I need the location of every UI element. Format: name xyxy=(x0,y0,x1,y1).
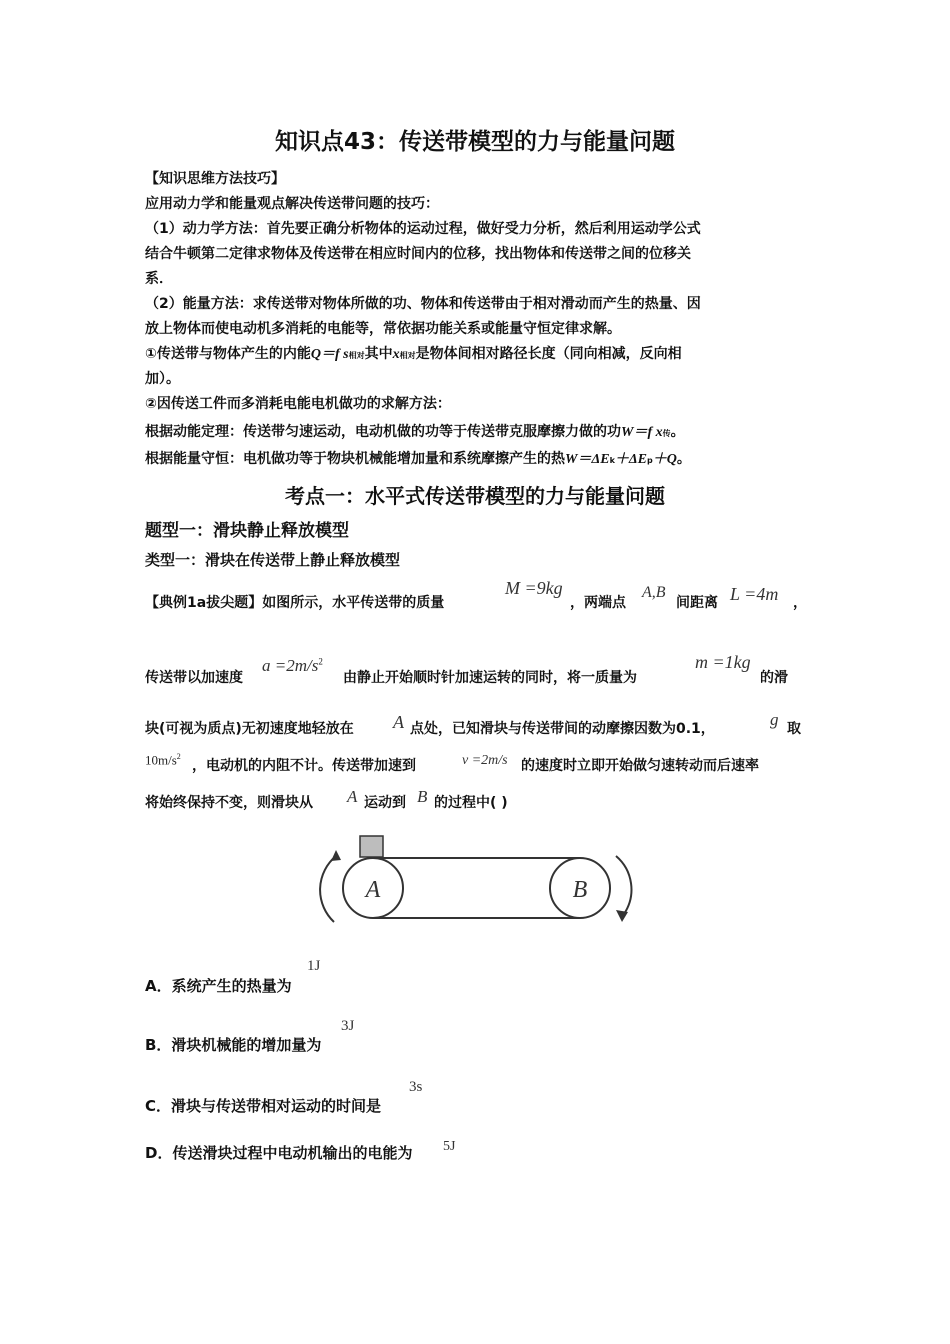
text-span: 。 xyxy=(670,424,685,440)
text-span: 根据动能定理：传送带匀速运动，电动机做的功等于传送带克服摩擦力做的功 xyxy=(145,424,621,440)
text-span: ，电动机的内阻不计。传送带加速到 xyxy=(192,758,416,774)
formula: W＝f x xyxy=(621,425,663,440)
formula: Q＝f s xyxy=(310,347,349,362)
formula: W＝ΔE xyxy=(565,452,610,467)
text-span: ，两端点 xyxy=(570,595,626,611)
text-line: 系． xyxy=(145,271,173,287)
text-span: 的滑 xyxy=(760,670,788,686)
example-tag: 【典例1a拔尖题】 xyxy=(145,595,263,611)
subscript: 相对 xyxy=(348,351,365,360)
text-span: 其中 xyxy=(364,346,393,362)
section-header: 【知识思维方法技巧】 xyxy=(145,171,285,187)
math: A xyxy=(347,787,358,806)
option-c-value: 3s xyxy=(409,1079,423,1095)
math: g xyxy=(770,710,779,729)
superscript: 2 xyxy=(318,656,323,667)
math-expr xyxy=(145,752,181,768)
text-line: 结合牛顿第二定律求物体及传送带在相应时间内的位移，找出物体和传送带之间的位移关 xyxy=(145,246,691,262)
math-expr xyxy=(505,578,563,599)
text-span: 根据能量守恒：电机做功等于物块机械能增加量和系统摩擦产生的热 xyxy=(145,451,565,467)
text-span: 的过程中( ) xyxy=(434,795,508,811)
math: L =4m xyxy=(730,584,779,604)
text-span: ， xyxy=(793,595,807,611)
math: A,B xyxy=(642,584,666,601)
problem-line xyxy=(145,592,444,612)
text-line: 加）。 xyxy=(145,371,180,387)
pulley-b-label: B xyxy=(572,877,588,903)
rotation-arrow-left xyxy=(320,856,336,922)
text-line: （2）能量方法：求传送带对物体所做的功、物体和传送带由于相对滑动而产生的热量、因 xyxy=(145,296,701,312)
rotation-arrow-right xyxy=(616,856,631,914)
math: a =2m/s xyxy=(262,656,319,675)
text-span: 间距离 xyxy=(676,595,718,611)
text-span: ①传送带与物体产生的内能 xyxy=(145,346,311,362)
superscript: 2 xyxy=(176,752,181,761)
math: A xyxy=(393,712,404,732)
text-span: 由静止开始顺时针加速运转的同时，将一质量为 xyxy=(343,670,637,686)
text-span: 运动到 xyxy=(364,795,406,811)
subscript: 传 xyxy=(662,429,671,438)
section-heading: 考点一：水平式传送带模型的力与能量问题 xyxy=(285,484,665,508)
math: M =9kg xyxy=(505,578,563,598)
option-d-label: D．传送滑块过程中电动机输出的电能为 xyxy=(145,1144,413,1162)
option-b-value: 3J xyxy=(341,1018,355,1034)
math: 10m/s xyxy=(145,752,177,768)
text-span: 的速度时立即开始做匀速转动而后速率 xyxy=(521,758,759,774)
conveyor-belt-figure xyxy=(310,830,640,930)
text-span: 点处，已知滑块与传送带间的动摩擦因数为0.1， xyxy=(410,721,715,737)
text-span: 传送带以加速度 xyxy=(145,670,243,686)
text-span: 是物体间相对路径长度（同向相减，反向相 xyxy=(415,346,682,362)
option-b-label: B．滑块机械能的增加量为 xyxy=(145,1036,322,1054)
text-span: 如图所示，水平传送带的质量 xyxy=(262,595,445,611)
text-span: 将始终保持不变，则滑块从 xyxy=(145,795,313,811)
arrowhead-left xyxy=(331,850,341,861)
type-heading: 类型一：滑块在传送带上静止释放模型 xyxy=(145,551,401,569)
option-d-value: 5J xyxy=(443,1139,456,1154)
text-line: ②因传送工件而多消耗电能电机做功的求解方法： xyxy=(145,396,451,412)
text-line: 应用动力学和能量观点解决传送带问题的技巧： xyxy=(145,196,439,212)
text-line xyxy=(145,447,691,473)
subscript: k xyxy=(609,456,615,465)
formula: ＋Q xyxy=(652,452,677,467)
option-a-label: A．系统产生的热量为 xyxy=(145,977,292,995)
formula: ＋ΔE xyxy=(614,452,648,467)
slider-block xyxy=(360,836,383,857)
text-span: 块(可视为质点)无初速度地轻放在 xyxy=(145,721,354,737)
math: m =1kg xyxy=(695,652,751,672)
text-span: 取 xyxy=(787,721,801,737)
subscript: p xyxy=(647,456,653,465)
arrowhead-right xyxy=(616,910,628,922)
formula: x xyxy=(392,347,400,362)
option-c-label: C．滑块与传送带相对运动的时间是 xyxy=(145,1097,382,1115)
subscript: 相对 xyxy=(399,351,416,360)
pulley-a-label: A xyxy=(365,877,381,903)
subsection-heading: 题型一：滑块静止释放模型 xyxy=(145,521,349,541)
text-line xyxy=(145,342,682,368)
text-line xyxy=(145,420,685,446)
math: v =2m/s xyxy=(462,753,508,768)
text-line: 放上物体而使电动机多消耗的电能等，常依据功能关系或能量守恒定律求解。 xyxy=(145,321,621,337)
page-title: 知识点43：传送带模型的力与能量问题 xyxy=(274,129,675,155)
text-span: 。 xyxy=(676,451,691,467)
math-expr xyxy=(262,656,323,676)
math: B xyxy=(417,787,428,806)
option-a-value: 1J xyxy=(307,958,321,974)
text-line: （1）动力学方法：首先要正确分析物体的运动过程，做好受力分析，然后利用运动学公式 xyxy=(145,221,701,237)
